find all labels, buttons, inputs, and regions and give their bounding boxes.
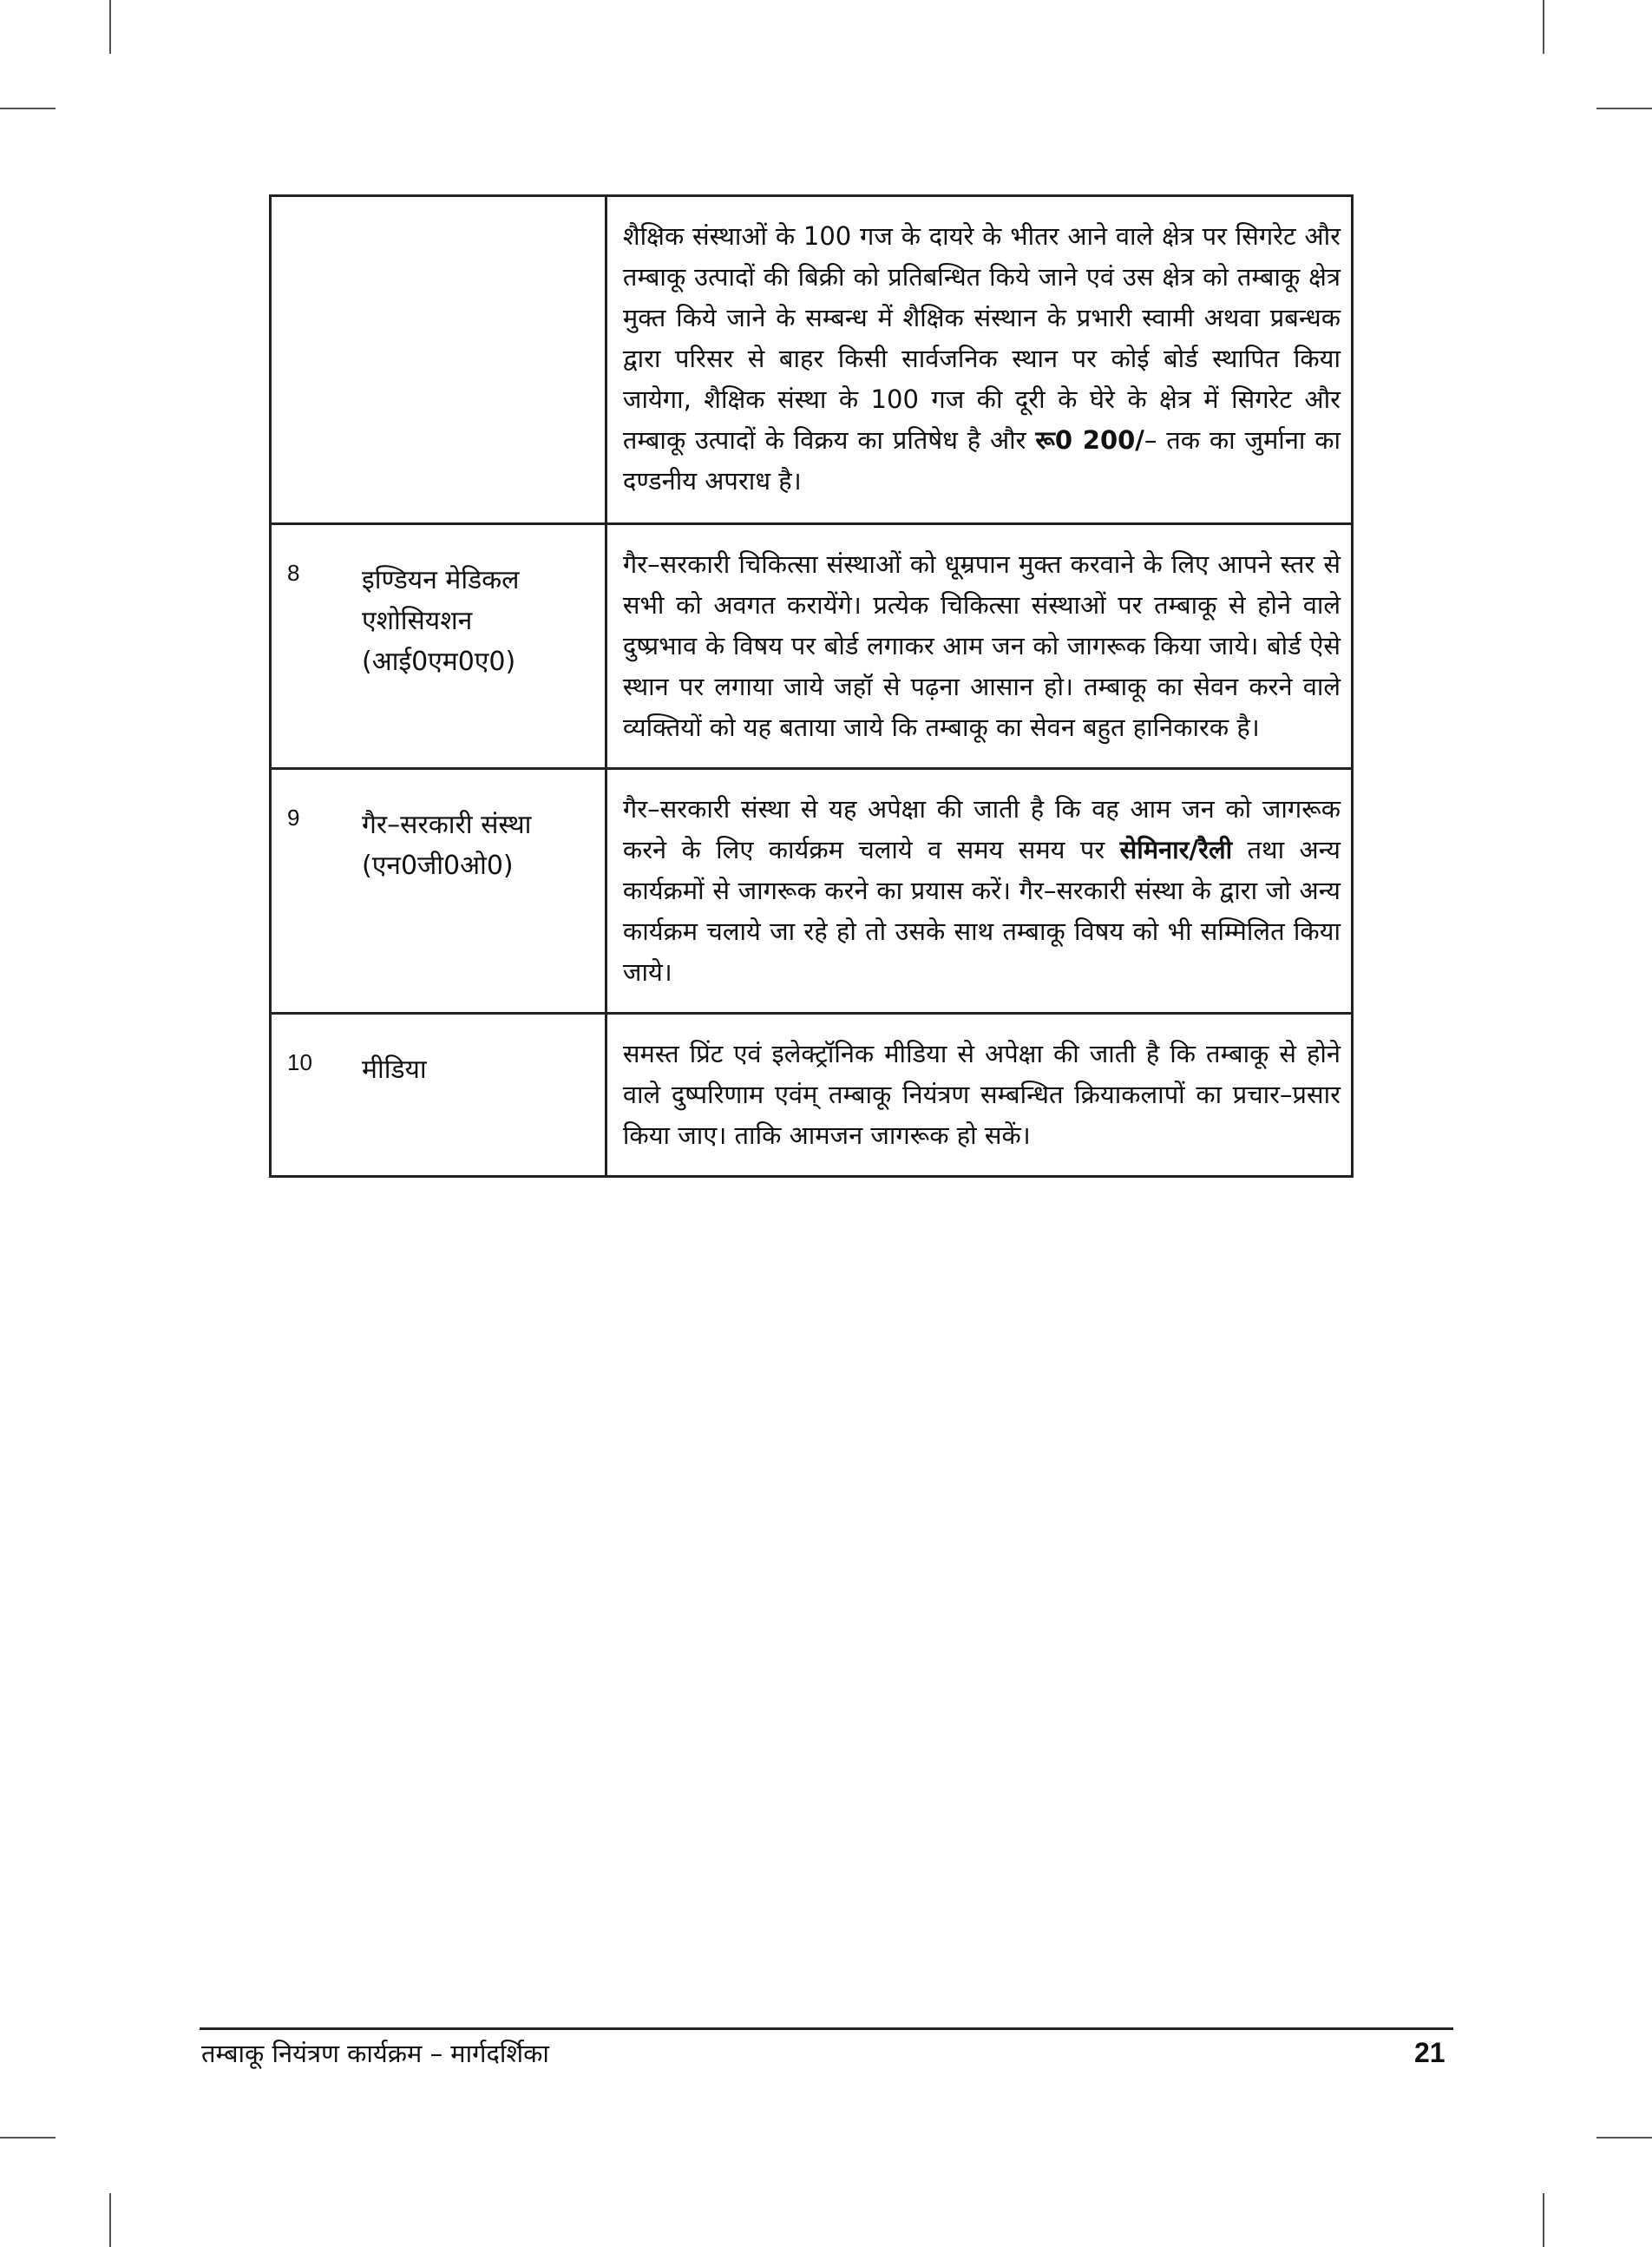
stakeholder-name: इण्डियन मेडिकल एशोसियशन (आई0एम0ए0) (362, 565, 520, 677)
description-segment: गैर–सरकारी चिकित्सा संस्थाओं को धूम्रपान मुक्त करवाने के लिए आपने स्तर से सभी को अवगत करायेंगे। प्रत्येक चिकित्सा संस्थाओं पर तम्बाकू से होने वाले दुष्प्रभाव के विषय पर बोर्ड लगाकर आम जन को जागरूक किया जाये। बोर्ड ऐसे स्थान पर लगाया जाये जहॉ से पढ़ना आसान हो। तम्बाकू का सेवन करने वाले व्यक्तियों को यह बताया जाये कि तम्बाकू का सेवन बहुत हानिकारक है। (622, 549, 1341, 742)
row-number: 9 (287, 805, 300, 831)
table-row (271, 769, 1353, 1014)
crop-mark (0, 2137, 56, 2139)
description-emphasis: सेमिनार/रैली (1119, 835, 1233, 864)
description-cell (606, 196, 1352, 524)
stakeholder-table (269, 194, 1354, 1178)
description-emphasis: रू0 200/ (1035, 425, 1144, 455)
table-row (271, 524, 1353, 769)
description-segment: शैक्षिक संस्थाओं के 100 गज के दायरे के भीतर आने वाले क्षेत्र पर सिगरेट और तम्बाकू उत्पादों की बिक्री को प्रतिबन्धित किये जाने एवं उस क्षेत्र को तम्बाकू क्षेत्र मुक्त किये जाने के सम्बन्ध में शैक्षिक संस्थान के प्रभारी स्वामी अथवा प्रबन्धक द्वारा परिसर से बाहर किसी सार्वजनिक स्थान पर कोई बोर्ड स्थापित किया जायेगा, शैक्षिक संस्था के 100 गज की दूरी के घेरे के क्षेत्र में सिगरेट और तम्बाकू उत्पादों के विक्रय का प्रतिषेध है और (622, 221, 1341, 455)
description-cell (606, 1014, 1352, 1177)
description-text (607, 525, 1351, 767)
footer-rule (200, 2027, 1453, 2030)
stakeholder-name (362, 220, 605, 232)
description-cell (606, 769, 1352, 1014)
stakeholder-cell (271, 1014, 606, 1177)
row-number: 8 (287, 560, 300, 586)
description-text (607, 197, 1351, 522)
description-cell (606, 524, 1352, 769)
crop-mark (109, 0, 111, 54)
description-segment: – तक का जुर्माना का दण्डनीय अपराध है। (622, 425, 1341, 496)
stakeholder-cell (271, 196, 606, 524)
stakeholder-cell (271, 524, 606, 769)
table-row (271, 196, 1353, 524)
description-segment: तथा अन्य कार्यक्रमों से जागरूक करने का प्रयास करें। गैर–सरकारी संस्था के द्वारा जो अन्य कार्यक्रम चलाये जा रहे हो तो उसके साथ तम्बाकू विषय को भी सम्मिलित किया जाये। (622, 835, 1341, 987)
crop-mark (1543, 0, 1544, 54)
description-text (607, 1015, 1351, 1175)
description-text (607, 770, 1351, 1012)
stakeholder-name: मीडिया (362, 1055, 427, 1085)
description-segment: समस्त प्रिंट एवं इलेक्ट्रॉनिक मीडिया से अपेक्षा की जाती है कि तम्बाकू से होने वाले दुष्परिणाम एवंम् तम्बाकू नियंत्रण सम्बन्धित क्रियाकलापों का प्रचार–प्रसार किया जाए। ताकि आमजन जागरूक हो सकें। (622, 1039, 1341, 1150)
footer-title: तम्बाकू नियंत्रण कार्यक्रम – मार्गदर्शिका (201, 2039, 549, 2068)
crop-mark (109, 2193, 111, 2247)
page-number: 21 (1414, 2037, 1446, 2068)
stakeholder-name: गैर–सरकारी संस्था (एन0जी0ओ0) (362, 810, 532, 881)
stakeholder-cell (271, 769, 606, 1014)
crop-mark (1596, 108, 1652, 109)
crop-mark (1543, 2193, 1544, 2247)
table-body (271, 196, 1353, 1177)
crop-mark (0, 108, 56, 109)
crop-mark (1596, 2137, 1652, 2139)
description-segment: गैर–सरकारी संस्था से यह अपेक्षा की जाती है कि वह आम जन को जागरूक करने के लिए कार्यक्रम चलाये व समय समय पर (622, 794, 1341, 864)
row-number: 10 (287, 1049, 312, 1075)
table-row (271, 1014, 1353, 1177)
